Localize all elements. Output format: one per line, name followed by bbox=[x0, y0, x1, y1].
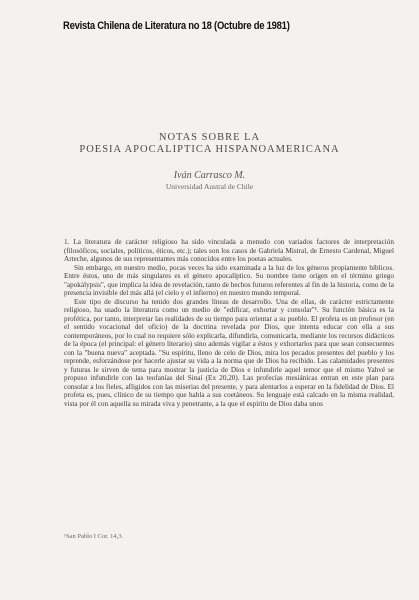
article-title-line2: POESIA APOCALIPTICA HISPANOAMERICANA bbox=[79, 144, 340, 155]
journal-stamp: Revista Chilena de Literatura no 18 (Octubre de 1981) bbox=[63, 20, 290, 32]
article-body bbox=[64, 238, 394, 408]
author-affiliation: Universidad Austral de Chile bbox=[165, 182, 254, 191]
paragraph-1: 1. La literatura de carácter religioso ha sido vinculada a menudo con variados factores de interpretación (filosóficos, sociales, políticos, éticos, etc.); tales son los casos de Gabriela Mistral, de Ernesto Cardenal, Miguel Arteche, algunos de sus representantes más conocidos entre los poetas actuales. bbox=[64, 238, 394, 263]
footnote: ¹San Pablo I Cor. 14,3. bbox=[64, 533, 124, 540]
paragraph-2: Sin embargo, en nuestro medio, pocas veces ha sido examinada a la luz de los géneros propiamente bíblicos. Entre éstos, uno de más singulares es el género apocalíptico. Su nombre tiene origen en el término griego "apokálypsis", que implica la idea de revelación, tanto de hechos futuros referentes al fin de la historia, como de la presencia invisible del más allá (el cielo y el infierno) en nuestro mundo temporal. bbox=[64, 263, 394, 297]
article-title-line1: NOTAS SOBRE LA bbox=[158, 132, 261, 143]
author-name: Iván Carrasco M. bbox=[173, 170, 246, 181]
paragraph-3: Este tipo de discurso ha tenido dos grandes líneas de desarrollo. Una de ellas, de carácter estrictamente religioso, ha usado la literatura como un medio de "edificar, exhortar y consolar"¹. Su función básica es la profética, por tanto, interpretar las realidades de su tiempo para orientar a su pueblo. El profeta es un profesor (en el sentido vocacional del oficio) de la doctrina revelada por Dios, que intenta educar con ella a sus contemporáneos, por lo cual no requiere sólo explicarla, difundirla, comunicarla, mediante los recursos didácticos de la época (el principal: el género literario) sino además vigilar a éstos y exhortarlos para que sean consecuentes con la "buena nueva" aceptada. "Su espíritu, lleno de celo de Dios, mira los pecados presentes del pueblo y los reprende, esforzándose por hacerle ajustar su vida a la norma que de Dios ha recibido. Las calamidades presentes y futuras le sirven de tema para mostrar la justicia de Dios e infundirle aquel temor que el mismo Yahvé se propuso infundirle con las teofanías del Sinaí (Ex 20,20). Las profecías mesiánicas entran en este plan para consolar a los fieles, afligidos con las miserias del presente, y para alentarlos a esperar en la fidelidad de Dios. El profeta es, pues, clínico de su tiempo que habla a sus coetáneos. Su lenguaje está calcado en la misma realidad, vista por él con aquella su mirada viva y penetrante, a la que el espíritu de Dios daba unos bbox=[64, 297, 394, 408]
